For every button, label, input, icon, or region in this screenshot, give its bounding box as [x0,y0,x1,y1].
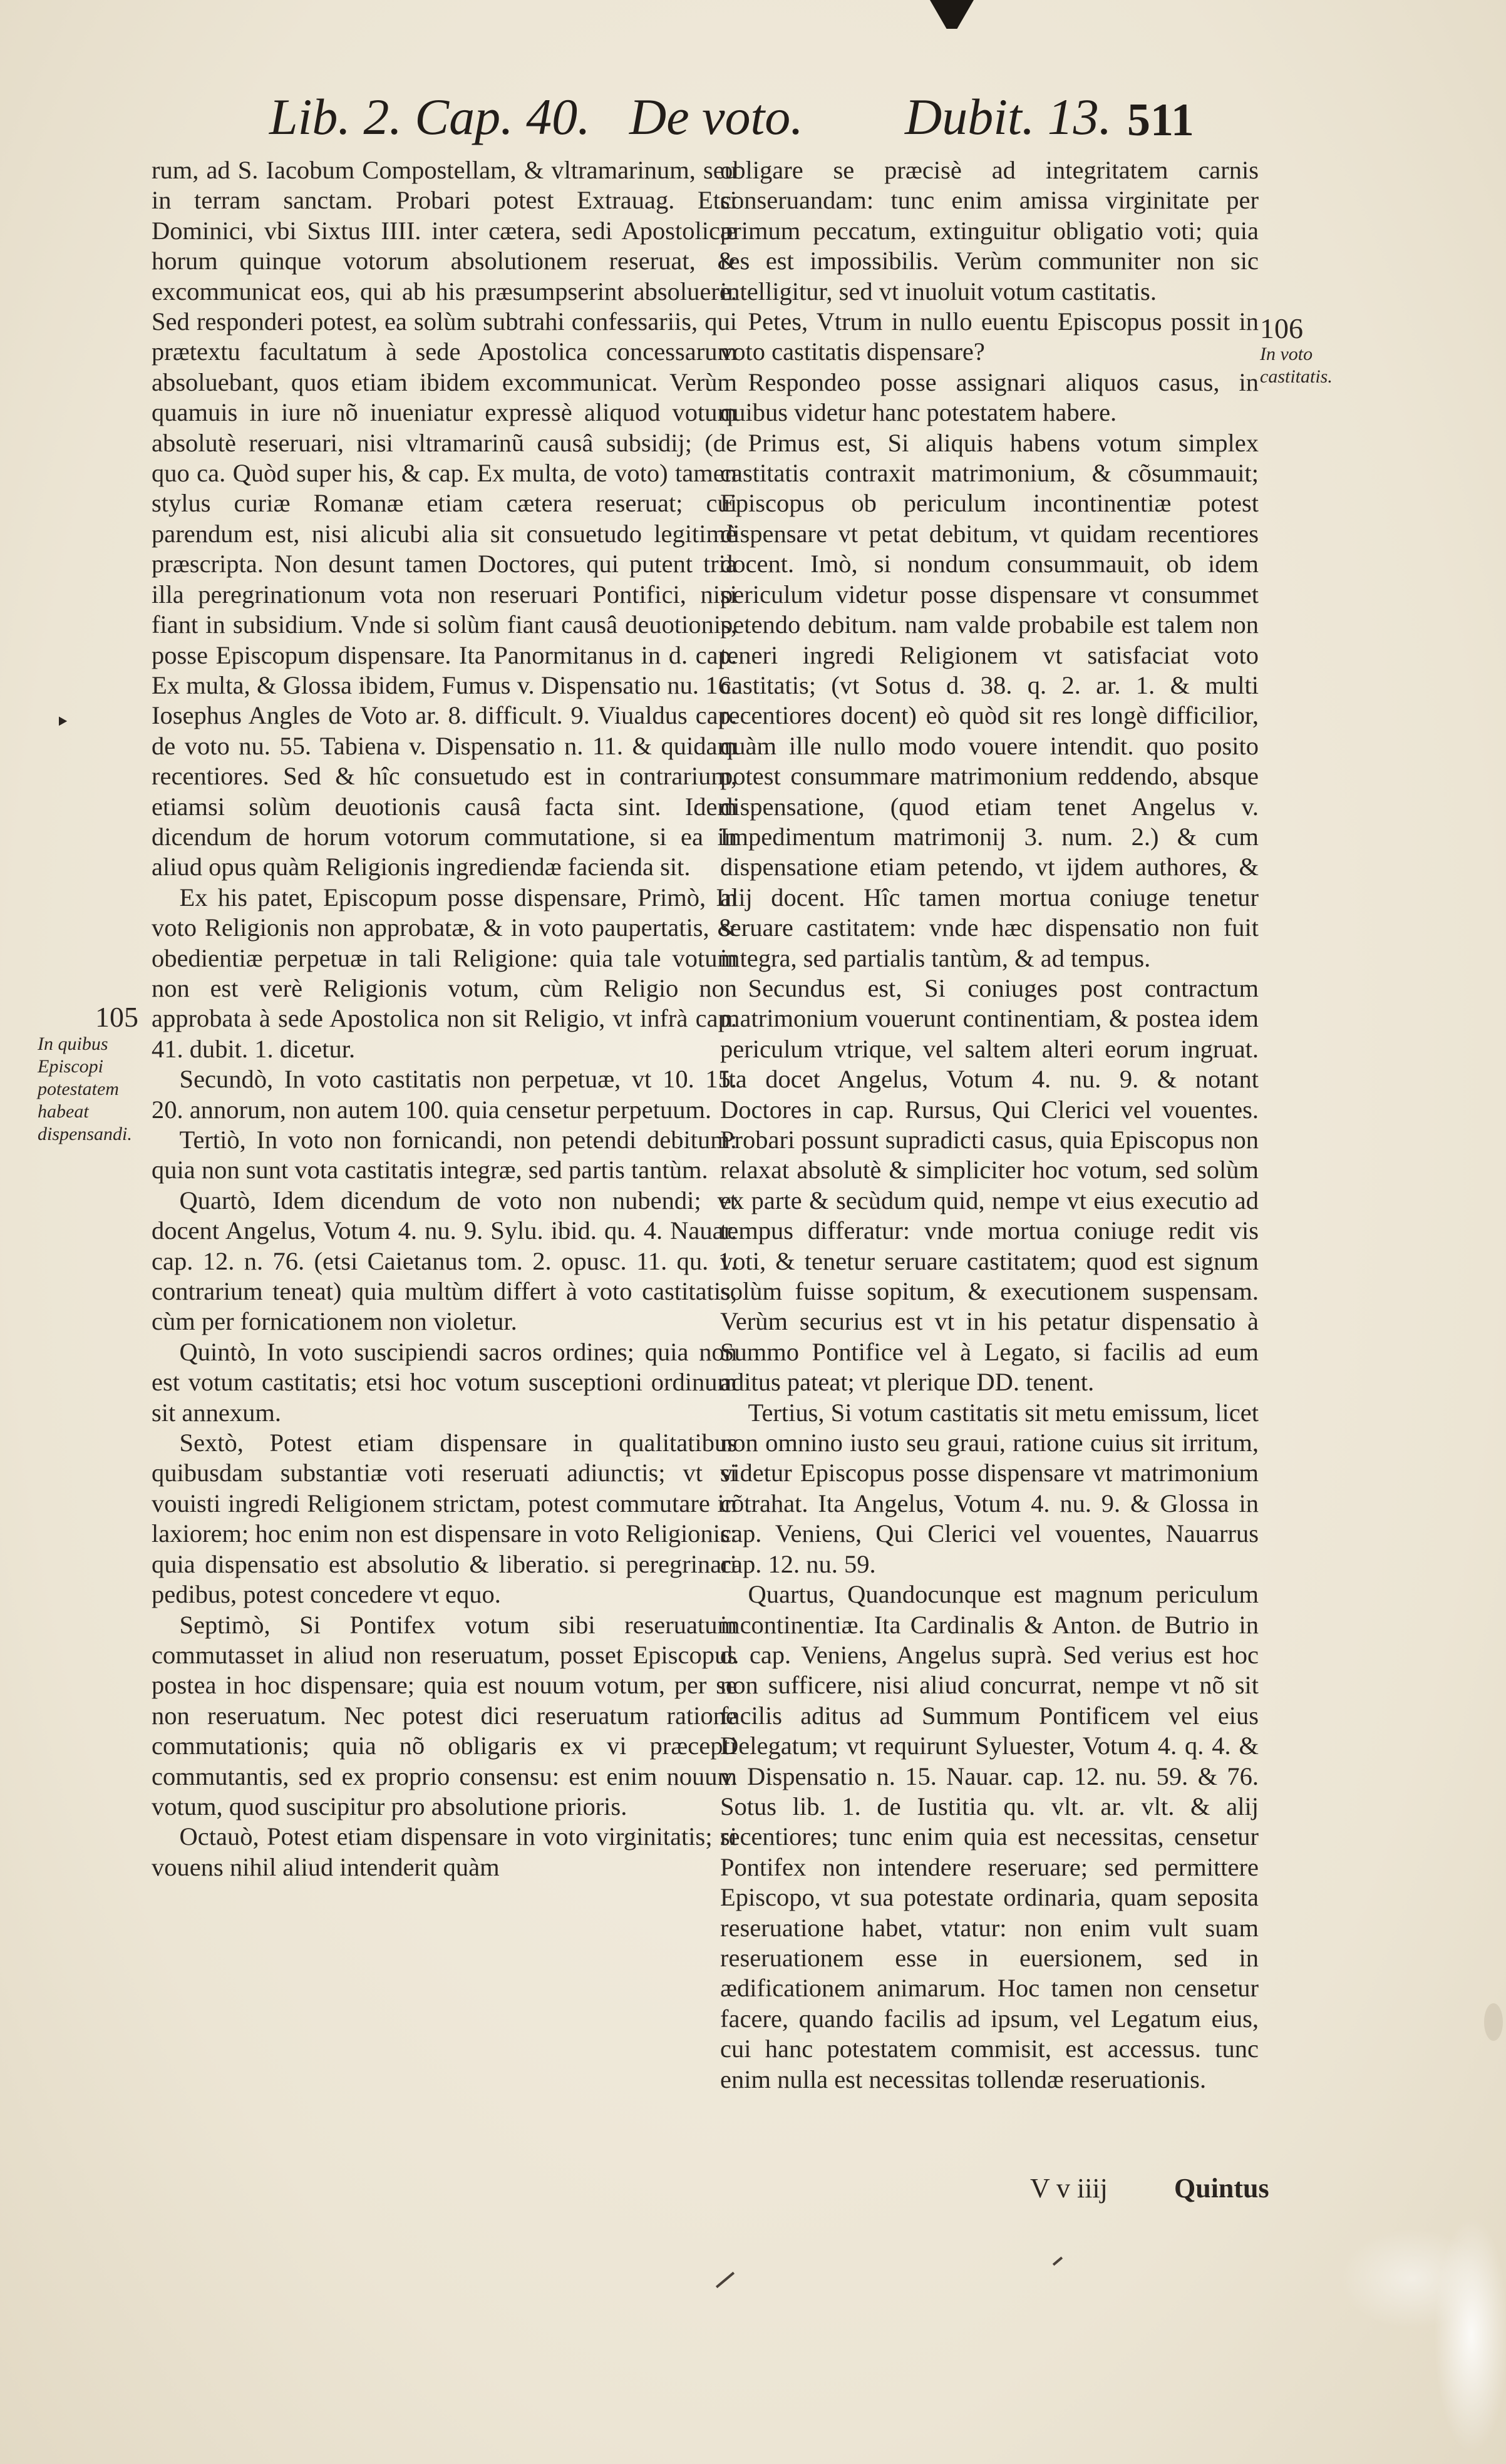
paper-damage [1484,2003,1503,2041]
margin-number-106: 106 [1260,312,1303,344]
paper-damage [1340,2229,1484,2329]
stray-mark [1053,2257,1063,2266]
paragraph: Quartus, Quandocunque est magnum periculum incontinentiæ. Ita Cardinalis & Anton. de Butrio in d. cap. Veniens, Angelus suprà. Sed verius est hoc non sufficere, nisi aliud concurrat, nempe vt nõ sit facilis aditus ad Summum Pontificem vel eius Delegatum; vt requirunt Syluester, Votum 4. q. 4. & v. Dispensatio n. 15. Nauar. cap. 12. nu. 59. & 76. Sotus lib. 1. de Iustitia qu. vlt. ar. vlt. & alij recentiores; tunc enim quia est necessitas, censetur Pontifex non intendere reseruare; sed permittere Episcopo, vt sua potestate ordinaria, quam seposita reseruatione habet, vtatur: non enim vult suam reseruationem esse in euersionem, sed in ædificationem animarum. Hoc tamen non censetur facere, quando facilis ad ipsum, vel Legatum eius, cui hanc potestatem commisit, est accessus. tunc enim nulla est necessitas tollendæ reseruationis. [720,1580,1259,2093]
paragraph: Secundus est, Si coniuges post contractum matrimonium vouerunt continentiam, & postea idem periculum vtrique, vel saltem alteri eorum ingruat. Ita docet Angelus, Votum 4. nu. 9. & notant Doctores in cap. Rursus, Qui Clerici vel vouentes. Probari possunt supradicti casus, quia Episcopus non relaxat absolutè & simpliciter hoc votum, sed solùm ex parte & secùdum quid, nempe vt eius executio ad tempus differatur: vnde mortua coniuge redit vis voti, & tenetur seruare castitatem; quod est signum solùm fuisse sopitum, & executionem suspensam. Verùm securius est vt in his petatur dispensatio à Summo Pontifice vel à Legato, si facilis ad eum aditus pateat; vt plerique DD. tenent. [720,973,1259,1397]
folio-number: 511 [1127,95,1194,146]
paragraph: Quartò, Idem dicendum de voto non nubendi; vt docent Angelus, Votum 4. nu. 9. Sylu. ibid. qu. 4. Nauar. cap. 12. n. 76. (etsi Caietanus tom. 2. opusc. 11. qu. 1. contrarium teneat) quia multùm differt à voto castitatis, cùm per fornicationem non violetur. [152,1186,737,1336]
paragraph: Quintò, In voto suscipiendi sacros ordines; quia non est votum castitatis; etsi hoc votum susceptioni ordinum sit annexum. [152,1337,737,1427]
paragraph: rum, ad S. Iacobum Compostellam, & vltramarinum, seu in terram sanctam. Probari potest Extrauag. Etsi Dominici, vbi Sixtus IIII. inter cætera, sedi Apostolicæ horum quinque votorum absolutionem reseruat, & excommunicat eos, qui ab his præsumpserint absoluere. Sed responderi potest, ea solùm subtrahi confessariis, qui prætextu facultatum à sede Apostolica concessarum absoluebant, quos etiam ibidem excommunicat. Verùm quamuis in iure nõ inueniatur expressè aliquod votum absolutè reseruari, nisi vltramarinũ causâ subsidij; (de quo ca. Quòd super his, & cap. Ex multa, de voto) tamen stylus curiæ Romanæ etiam cætera reseruat; cui parendum est, nisi alicubi alia sit consuetudo legitimè præscripta. Non desunt tamen Doctores, qui putent tria illa peregrinationum vota non reseruari Pontifici, nisi fiant in subsidium. Vnde si solùm fiant causâ deuotionis, posse Episcopum dispensare. Ita Panormitanus in d. cap. Ex multa, & Glossa ibidem, Fumus v. Dispensatio nu. 16. Iosephus Angles de Voto ar. 8. difficult. 9. Viualdus cap. de voto nu. 55. Tabiena v. Dispensatio n. 11. & quidam recentiores. Sed & hîc consuetudo est in contrarium, etiamsi solùm deuotionis causâ facta sint. Idem dicendum de horum votorum commutatione, si ea in aliud opus quàm Religionis ingrediendæ facienda sit. [152,156,737,881]
paragraph: Respondeo posse assignari aliquos casus, in quibus videtur hanc potestatem habere. [720,367,1259,427]
left-column [152,155,737,1882]
catchword: Quintus [1174,2173,1269,2204]
paragraph: obligare se præcisè ad integritatem carnis conseruandam: tunc enim amissa virginitate per primum peccatum, extinguitur obligatio voti; quia res est impossibilis. Verùm communiter non sic intelligitur, sed vt inuoluit votum castitatis. [720,156,1259,305]
margin-number-105: 105 [95,1001,138,1033]
paragraph: Tertiò, In voto non fornicandi, non petendi debitum: quia non sunt vota castitatis integræ, sed partis tantùm. [152,1126,737,1184]
ornament-icon [930,0,974,29]
right-column [720,155,1259,2095]
paragraph: Secundò, In voto castitatis non perpetuæ, vt 10. 15. 20. annorum, non autem 100. quia censetur perpetuum. [152,1065,737,1124]
stray-mark [716,2272,735,2288]
paragraph: Tertius, Si votum castitatis sit metu emissum, licet non omnino iusto seu graui, ratione cuius sit irritum, videtur Episcopus posse dispensare vt matrimonium cõtrahat. Ita Angelus, Votum 4. nu. 9. & Glossa in cap. Veniens, Qui Clerici vel vouentes, Nauarrus cap. 12. nu. 59. [720,1398,1259,1578]
margin-note-right: In voto castitatis. [1260,344,1333,387]
running-head-book-chapter: Lib. 2. Cap. 40. [269,88,591,145]
running-head-title: De voto. [629,88,803,145]
paragraph: Petes, Vtrum in nullo euentu Episcopus possit in voto castitatis dispensare? [720,307,1259,366]
paragraph: Ex his patet, Episcopum posse dispensare, Primò, In voto Religionis non approbatæ, & in voto paupertatis, & obedientiæ perpetuæ in tali Religione: quia tale votum non est verè Religionis votum, cùm Religio non approbata à sede Apostolica non sit Religio, vt infrà cap. 41. dubit. 1. dicetur. [152,883,737,1063]
paragraph: Sextò, Potest etiam dispensare in qualitatibus quibusdam substantiæ voti reseruati adiunctis; vt si vouisti ingredi Religionem strictam, potest commutare in laxiorem; hoc enim non est dispensare in voto Religionis: quia dispensatio est absolutio & liberatio. si peregrinari pedibus, potest concedere vt equo. [152,1429,737,1609]
signature-mark: V v iiij [1030,2173,1108,2204]
pointer-mark-icon: ‣ [55,708,70,736]
running-head-dubitatio: Dubit. 13. [905,88,1112,145]
margin-note-left: In quibus Episcopi potestatem habeat dispensandi. [38,1034,132,1144]
paragraph: Septimò, Si Pontifex votum sibi reseruatum commutasset in aliud non reseruatum, posset Episcopus postea in hoc dispensare; quia est nouum votum, per se non reseruatum. Nec potest dici reseruatum ratione commutationis; quia nõ obligaris ex vi præcepti commutantis, sed ex proprio consensu: est enim nouum votum, quod suscipitur pro absolutione prioris. [152,1610,737,1820]
paragraph: Octauò, Potest etiam dispensare in voto virginitatis; si vouens nihil aliud intenderit quàm [152,1822,737,1881]
paper-damage [1434,2216,1506,2454]
paragraph: Primus est, Si aliquis habens votum simplex castitatis contraxit matrimonium, & cõsummauit; Episcopus ob periculum incontinentiæ potest dispensare vt petat debitum, vt quidam recentiores docent. Imò, si nondum consummauit, ob idem periculum videtur posse dispensare vt consummet petendo debitum. nam valde probabile est talem non teneri ingredi Religionem vt satisfaciat voto castitatis; (vt Sotus d. 38. q. 2. ar. 1. & multi recentiores docent) eò quòd sit res longè difficilior, quàm ille nullo modo vouere intendit. quo posito potest consummare matrimonium reddendo, absque dispensatione, (quod etiam tenet Angelus v. Impedimentum matrimonij 3. num. 2.) & cum dispensatione etiam petendo, vt ijdem authores, & alij docent. Hîc tamen mortua coniuge tenetur seruare castitatem: vnde hæc dispensatio non fuit integra, sed partialis tantùm, & ad tempus. [720,428,1259,972]
